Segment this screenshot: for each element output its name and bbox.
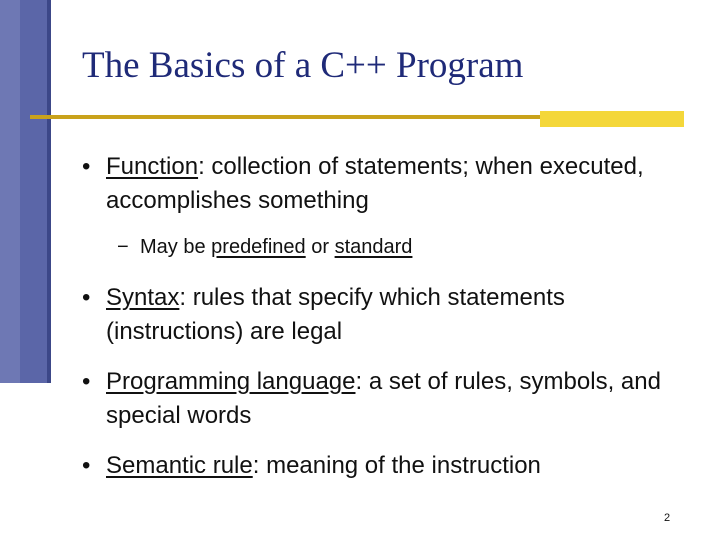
bullet-programming-language bbox=[106, 365, 686, 433]
term-programming-language: Programming language bbox=[106, 368, 356, 395]
bullet-function bbox=[106, 150, 686, 218]
term-predefined: predefined bbox=[211, 236, 306, 258]
bullet-text: : collection of statements; when executed, accomplishes something bbox=[106, 153, 644, 214]
bullet-marker: • bbox=[82, 153, 91, 180]
bullet-semantic-rule bbox=[106, 449, 686, 483]
bullet-syntax bbox=[106, 281, 686, 349]
bullet-marker: • bbox=[82, 284, 91, 311]
term-standard: standard bbox=[334, 236, 413, 258]
page-number: 2 bbox=[664, 512, 671, 524]
sub-bullet-marker: − bbox=[117, 236, 129, 258]
bullet-text: : rules that specify which statements (instructions) are legal bbox=[106, 284, 565, 345]
bullet-text: : a set of rules, symbols, and special words bbox=[106, 368, 661, 429]
term-syntax: Syntax bbox=[106, 284, 180, 311]
title-rule-accent-block bbox=[540, 111, 684, 127]
sub-bullet-middle: or bbox=[305, 236, 335, 258]
term-semantic-rule: Semantic rule bbox=[106, 452, 253, 479]
left-bar-accent bbox=[0, 0, 20, 383]
bullet-text: : meaning of the instruction bbox=[252, 452, 541, 479]
sub-bullet-predefined bbox=[140, 232, 412, 262]
bullet-marker: • bbox=[82, 452, 91, 479]
bullet-marker: • bbox=[82, 368, 91, 395]
term-function: Function bbox=[106, 153, 199, 180]
left-decorative-bar bbox=[0, 0, 47, 383]
sub-bullet-prefix: May be bbox=[140, 236, 212, 258]
slide-title: The Basics of a C++ Program bbox=[82, 45, 524, 86]
